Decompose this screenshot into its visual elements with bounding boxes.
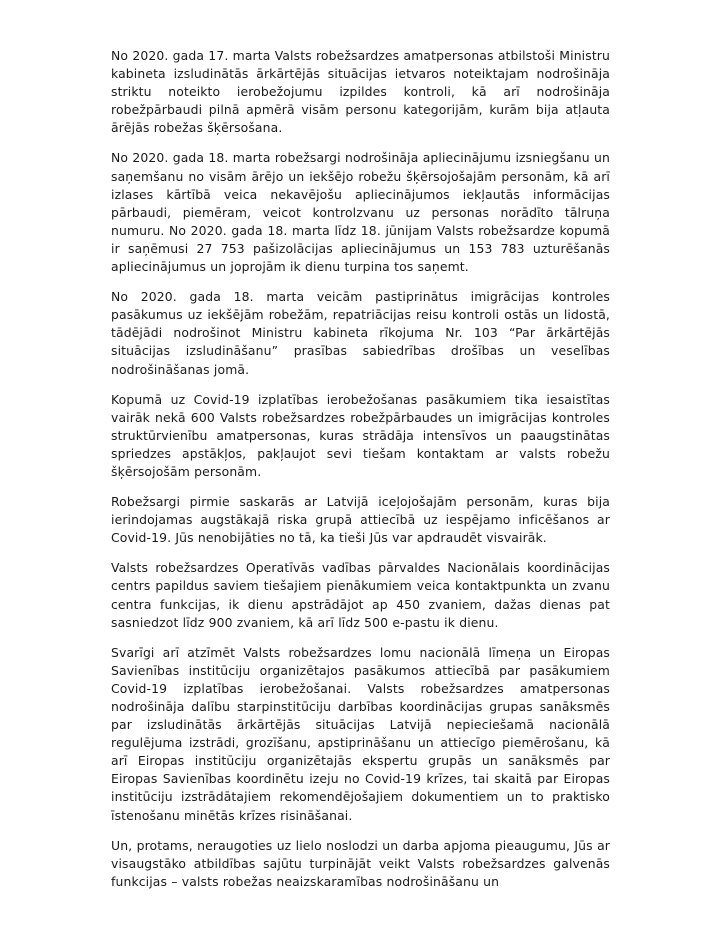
paragraph-6: Valsts robežsardzes Operatīvās vadības pārvaldes Nacionālais koordinācijas centrs papildus saviem tiešajiem pienākumiem veica kontaktpunkta un zvanu centra funkcijas, ik dienu apstrādājot ap 450 zvaniem, dažas dienas pat sasniedzot līdz 900 zvaniem, kā arī līdz 500 e-pastu ik dienu.	[111, 560, 610, 630]
paragraph-2: No 2020. gada 18. marta robežsargi nodrošināja apliecinājumu izsniegšanu un saņemšanu no visām ārējo un iekšējo robežu šķērsojošajām personām, kā arī izlases kārtībā veica nekavējošu apliecinājumos iekļautās informācijas pārbaudi, piemēram, veicot kontrolzvanu uz personas norādīto tālruņa numuru. No 2020. gada 18. marta līdz 18. jūnijam Valsts robežsardze kopumā ir saņēmusi 27 753 pašizolācijas apliecinājumus un 153 783 uzturēšanās apliecinājumus un joprojām ik dienu turpina tos saņemt.	[111, 150, 610, 275]
paragraph-5: Robežsargi pirmie saskarās ar Latvijā iceļojošajām personām, kuras bija ierindojamas augstākajā riska grupā attiecībā uz iespējamo inficēšanos ar Covid-19. Jūs nenobijāties no tā, ka tieši Jūs var apdraudēt visvairāk.	[111, 494, 610, 546]
paragraph-7: Svarīgi arī atzīmēt Valsts robežsardzes lomu nacionālā līmeņa un Eiropas Savienības institūciju organizētajos pasākumos attiecībā par pasākumiem Covid-19 izplatības ierobežošanai. Valsts robežsardzes amatpersonas nodrošināja dalību starpinstitūciju darbības koordinācijas grupas sanāksmēs par izsludinātās ārkārtējās situācijas Latvijā nepieciešamā nacionālā regulējuma izstrādi, grozīšanu, apstiprināšanu un attiecīgo piemērošanu, kā arī Eiropas institūciju organizētajās ekspertu grupās un sanāksmēs par Eiropas Savienības koordinētu izeju no Covid-19 krīzes, tai skaitā par Eiropas institūciju izstrādātajiem rekomendējošajiem dokumentiem un to praktisko īstenošanu minētās krīzes risināšanai.	[111, 644, 610, 823]
paragraph-1: No 2020. gada 17. marta Valsts robežsardzes amatpersonas atbilstoši Ministru kabineta izsludinātās ārkārtējās situācijas ietvaros noteiktajam nodrošināja striktu noteikto ierobežojumu izpildes kontroli, kā arī nodrošināja robežpārbaudi pilnā apmērā visām personu kategorijām, kurām bija atļauta ārējās robežas šķērsošana.	[111, 48, 610, 136]
document-text-body	[111, 47, 610, 891]
paragraph-4: Kopumā uz Covid-19 izplatības ierobežošanas pasākumiem tika iesaistītas vairāk nekā 600 Valsts robežsardzes robežpārbaudes un imigrācijas kontroles struktūrvienību amatpersonas, kuras strādāja intensīvos un paaugstinātas spriedzes apstākļos, pakļaujot sevi tiešam kontaktam ar valsts robežu šķērsojošām personām.	[111, 391, 610, 479]
paragraph-3: No 2020. gada 18. marta veicām pastiprinātus imigrācijas kontroles pasākumus uz iekšējām robežām, repatriācijas reisu kontroli ostās un lidostā, tādējādi nodrošinot Ministru kabineta rīkojuma Nr. 103 “Par ārkārtējās situācijas izsludināšanu” prasības sabiedrības drošības un veselības nodrošināšanas jomā.	[111, 289, 610, 377]
paragraph-8: Un, protams, neraugoties uz lielo noslodzi un darba apjoma pieaugumu, Jūs ar visaugstāko atbildības sajūtu turpinājāt veikt Valsts robežsardzes galvenās funkcijas – valsts robežas neaizskaramības nodrošināšanu un	[111, 837, 610, 889]
